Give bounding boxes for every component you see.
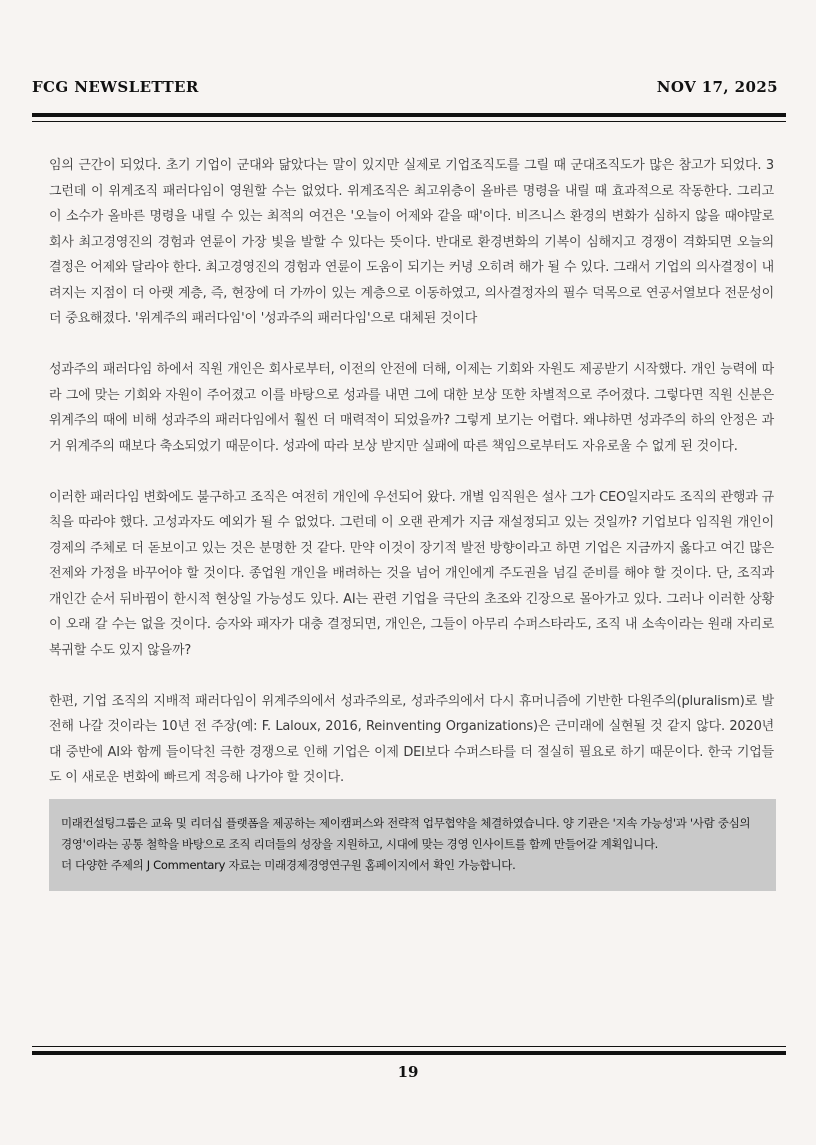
notice-link-text: 더 다양한 주제의 J Commentary 자료는 미래경제경영연구원 홈페이지에서 확인 가능합니다. bbox=[61, 858, 516, 872]
header-rule-thin bbox=[32, 121, 786, 122]
notice-text: 미래컨설팅그룹은 교육 및 리더십 플랫폼을 제공하는 제이캠퍼스와 전략적 업무협약을 체결하였습니다. 양 기관은 '지속 가능성'과 '사람 중심의 경영'이라는 공통 철학을 바탕으로 조직 리더들의 성장을 지원하고, 시대에 맞는 경영 인사이트를 함께 만들어갈 계획입니다. bbox=[61, 816, 751, 851]
paragraph: 성과주의 패러다임 하에서 직원 개인은 회사로부터, 이전의 안전에 더해, 이제는 기회와 자원도 제공받기 시작했다. 개인 능력에 따라 그에 맞는 기회와 자원이 주어졌고 이를 바탕으로 성과를 내면 그에 대한 보상 또한 차별적으로 주어졌다. 그렇다면 직원 신분은 위계주의 때에 비해 성과주의 패러다임에서 훨씬 더 매력적이 되었을까? 그렇게 보기는 어렵다. 왜냐하면 성과주의 하의 안정은 과거 위계주의 때보다 축소되었기 때문이다. 성과에 따라 보상 받지만 실패에 따른 책임으로부터도 자유로울 수 없게 된 것이다. bbox=[49, 362, 774, 454]
notice-box bbox=[49, 799, 776, 891]
page-number: 19 bbox=[397, 1063, 419, 1081]
paragraph: 임의 근간이 되었다. 초기 기업이 군대와 닮았다는 말이 있지만 실제로 기업조직도를 그릴 때 군대조직도가 많은 참고가 되었다. 3그런데 이 위계조직 패러다임이 영원할 수는 없었다. 위계조직은 최고위층이 올바른 명령을 내릴 때 효과적으로 작동한다. 그리고 이 소수가 올바른 명령을 내릴 수 있는 최적의 여건은 '오늘이 어제와 같을 때'이다. 비즈니스 환경의 변화가 심하지 않을 때야말로 회사 최고경영진의 경험과 연륜이 가장 빛을 발할 수 있다는 뜻이다. 반대로 환경변화의 기복이 심해지고 경쟁이 격화되면 오늘의 결정은 어제와 달라야 한다. 최고경영진의 경험과 연륜이 도움이 되기는 커녕 오히려 해가 될 수 있다. 그래서 기업의 의사결정이 내려지는 지점이 더 아랫 계층, 즉, 현장에 더 가까이 있는 계층으로 이동하였고, 의사결정자의 필수 덕목으로 연공서열보다 전문성이 더 중요해졌다. '위계주의 패러다임'이 '성과주의 패러다임'으로 대체된 것이다 bbox=[49, 158, 774, 326]
paragraph: 이러한 패러다임 변화에도 불구하고 조직은 여전히 개인에 우선되어 왔다. 개별 임직원은 설사 그가 CEO일지라도 조직의 관행과 규칙을 따라야 했다. 고성과자도 예외가 될 수 없었다. 그런데 이 오랜 관계가 지금 재설정되고 있는 것일까? 기업보다 임직원 개인이 경제의 주체로 더 돋보이고 있는 것은 분명한 것 같다. 만약 이것이 장기적 발전 방향이라고 하면 기업은 지금까지 옳다고 여긴 많은 전제와 가정을 바꾸어야 할 것이다. 종업원 개인을 배려하는 것을 넘어 개인에게 주도권을 넘길 준비를 해야 할 것이다. 단, 조직과 개인간 순서 뒤바뀜이 한시적 현상일 가능성도 있다. AI는 관련 기업을 극단의 초조와 긴장으로 몰아가고 있다. 그러나 이러한 상황이 오래 갈 수는 없을 것이다. 승자와 패자가 대충 결정되면, 개인은, 그들이 아무리 수퍼스타라도, 조직 내 소속이라는 원래 자리로 복귀할 수도 있지 않을까? bbox=[49, 489, 774, 658]
paragraph: 한편, 기업 조직의 지배적 패러다임이 위계주의에서 성과주의로, 성과주의에서 다시 휴머니즘에 기반한 다원주의(pluralism)로 발전해 나갈 것이라는 10년 전 주장(예: F. Laloux, 2016, Reinventing Organizations)은 근미래에 실현될 것 같지 않다. 2020년대 중반에 AI와 함께 들이닥친 극한 경쟁으로 인해 기업은 이제 DEI보다 수퍼스타를 더 절실히 필요로 하기 때문이다. 한국 기업들도 이 새로운 변화에 빠르게 적응해 나가야 할 것이다. bbox=[49, 693, 774, 785]
newsletter-title: FCG NEWSLETTER bbox=[32, 78, 199, 96]
footer-rule-thin bbox=[32, 1046, 786, 1047]
header-rule-thick bbox=[32, 113, 786, 117]
article-body bbox=[49, 153, 774, 816]
newsletter-date: NOV 17, 2025 bbox=[656, 78, 778, 96]
footer-rule-thick bbox=[32, 1051, 786, 1055]
newsletter-header bbox=[32, 78, 778, 96]
